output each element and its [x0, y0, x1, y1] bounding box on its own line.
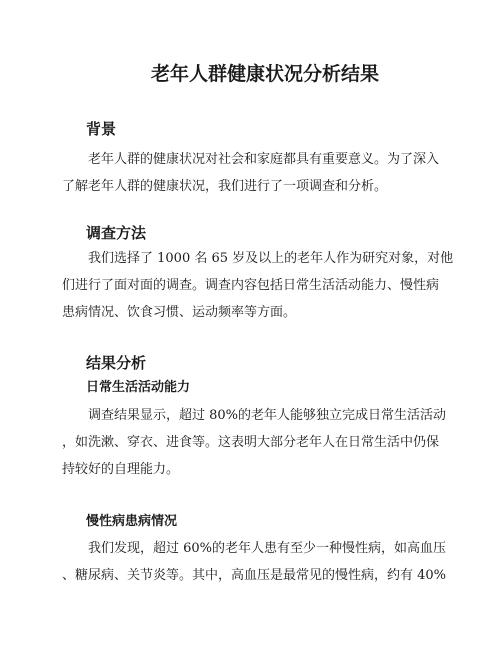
- paragraph-line: 我们选择了 1000 名 65 岁及以上的老年人作为研究对象，对他: [88, 251, 454, 266]
- subsection-heading-daily: 日常生活活动能力: [86, 380, 191, 395]
- paragraph-line: 调查结果显示，超过 80%的老年人能够独立完成日常生活活动: [88, 408, 447, 423]
- section-heading-results: 结果分析: [86, 354, 147, 372]
- subsection-heading-chronic: 慢性病患病情况: [86, 514, 178, 529]
- paragraph-line: 我们发现，超过 60%的老年人患有至少一种慢性病，如高血压: [88, 541, 447, 556]
- paragraph-line: 了解老年人群的健康状况，我们进行了一项调查和分析。: [62, 179, 388, 194]
- paragraph-chronic: [62, 535, 447, 589]
- paragraph-line: 、糖尿病、关节炎等。其中，高血压是最常见的慢性病，约有 40%: [62, 568, 447, 583]
- document-title: 老年人群健康状况分析结果: [150, 63, 379, 85]
- paragraph-line: 们进行了面对面的调查。调查内容包括日常生活活动能力、慢性病: [62, 278, 440, 293]
- section-heading-background: 背景: [86, 120, 117, 138]
- paragraph-method: [62, 245, 454, 326]
- paragraph-daily: [62, 402, 447, 483]
- paragraph-line: 患病情况、饮食习惯、运动频率等方面。: [62, 305, 297, 320]
- paragraph-line: ，如洗漱、穿衣、进食等。这表明大部分老年人在日常生活中仍保: [62, 435, 440, 450]
- paragraph-line: 持较好的自理能力。: [62, 462, 180, 477]
- paragraph-line: 老年人群的健康状况对社会和家庭都具有重要意义。为了深入: [88, 152, 440, 167]
- section-heading-method: 调查方法: [86, 224, 147, 242]
- paragraph-background: [62, 146, 442, 200]
